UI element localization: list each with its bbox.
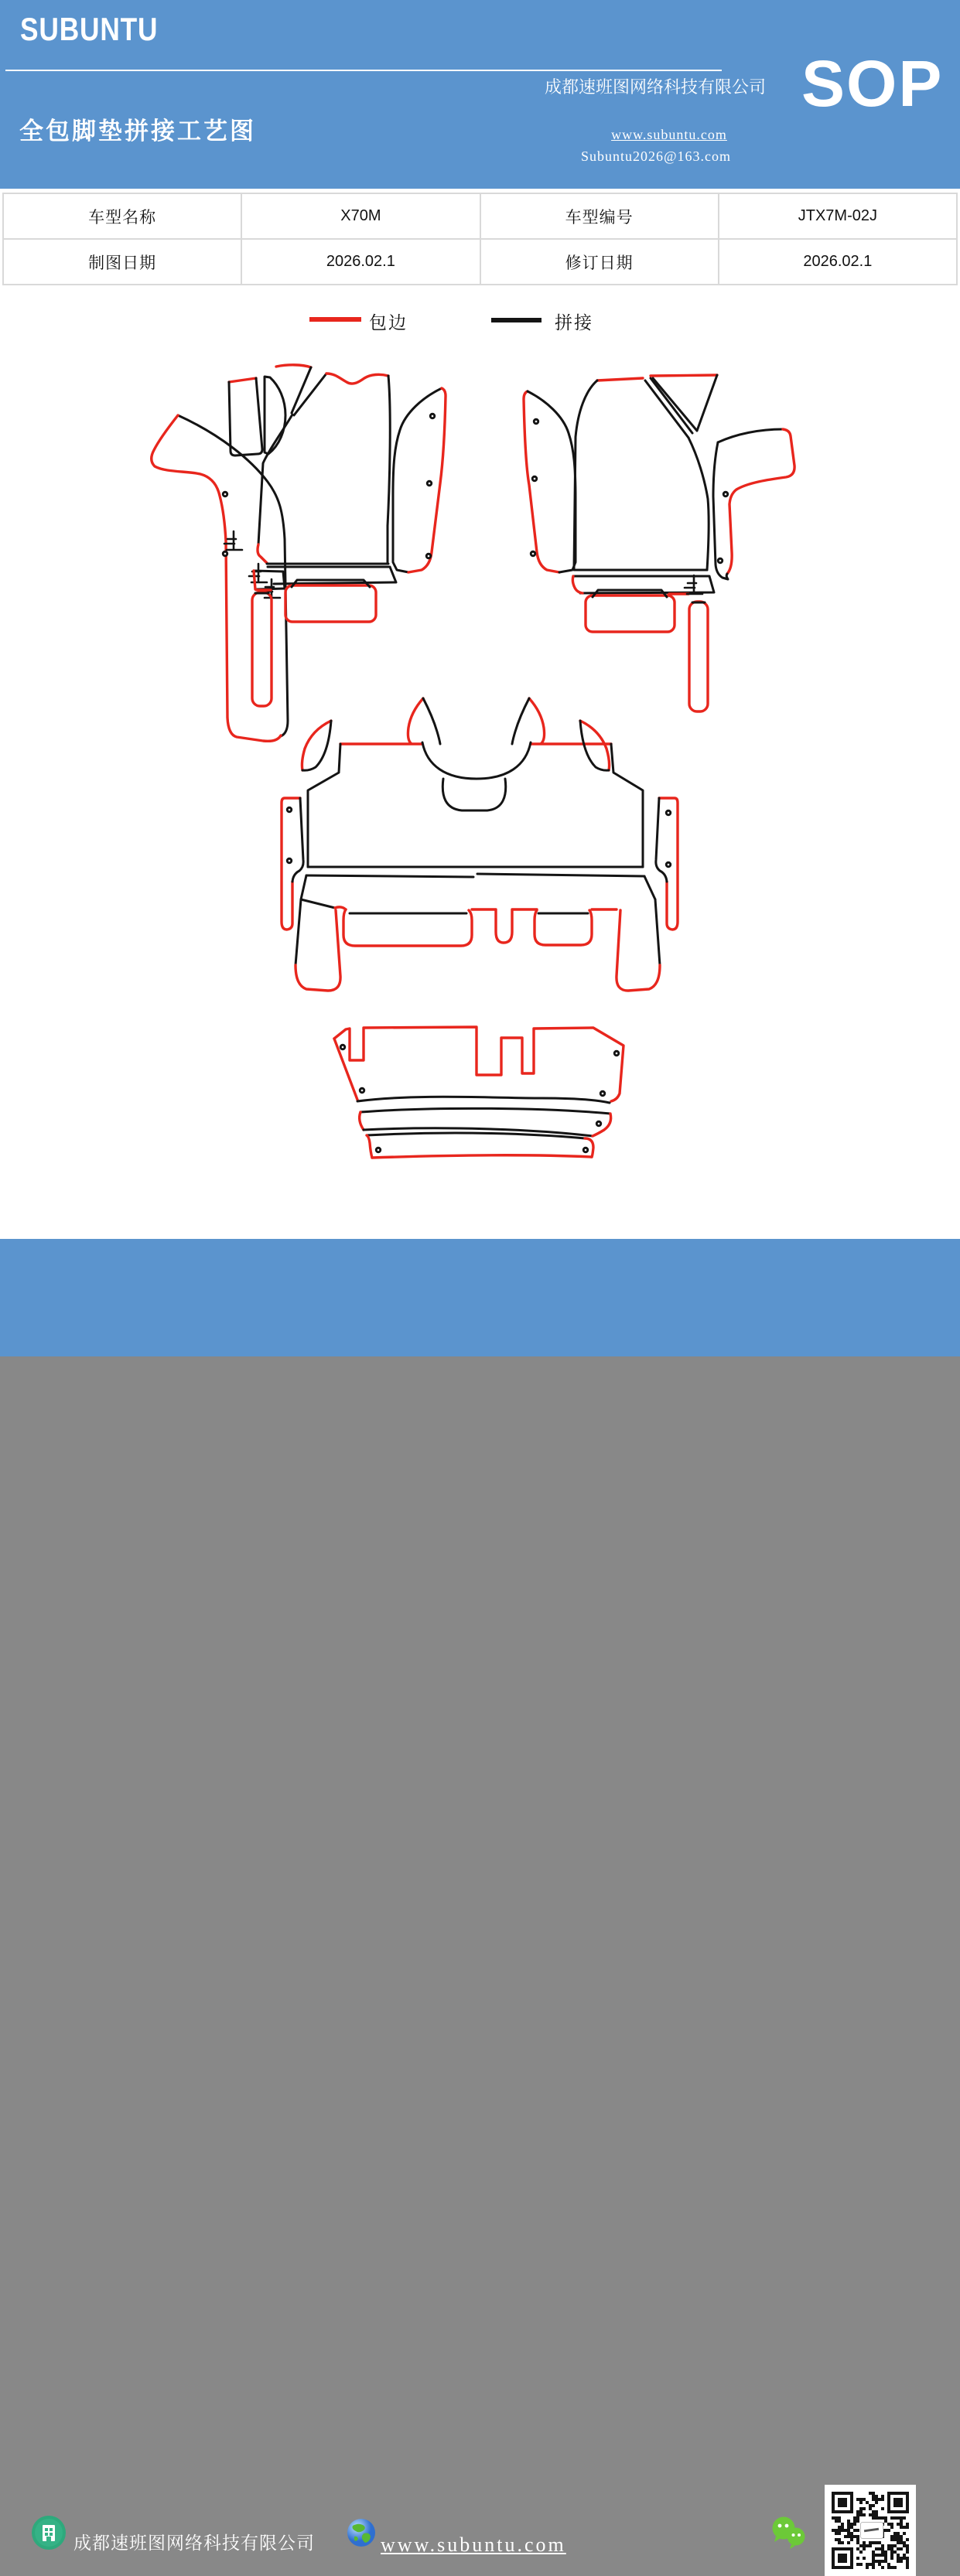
building-icon (31, 2515, 67, 2550)
legend-edge-wrap-label: 包边 (369, 313, 408, 333)
legend-splice-label: 拼接 (555, 313, 593, 333)
rear-row-mat-drawing (282, 698, 678, 991)
table-cell-model-code-value: JTX7M-02J (719, 193, 957, 239)
table-cell-revise-date-value: 2026.02.1 (719, 239, 957, 285)
front-left-mat-drawing (152, 365, 446, 742)
header-website-link[interactable]: www.subuntu.com (611, 127, 727, 142)
front-right-mat-drawing (524, 375, 794, 711)
doc-type-label: SOP (801, 47, 944, 120)
table-cell-draw-date-value: 2026.02.1 (241, 239, 480, 285)
wechat-icon (768, 2515, 810, 2552)
brand-logo: SUBUNTU (20, 11, 159, 47)
page-title: 全包脚垫拼接工艺图 (19, 118, 256, 145)
footer-band (0, 1239, 960, 2556)
qr-center-logo (860, 2522, 883, 2539)
header-email: Subuntu2026@163.com (580, 148, 732, 164)
globe-icon (347, 2518, 376, 2547)
table-cell-model-code-label: 车型编号 (480, 193, 719, 239)
table-cell-model-name-value: X70M (241, 193, 480, 239)
qr-code (825, 2485, 916, 2576)
trunk-mat-drawing (334, 1027, 623, 1158)
footer-website-link[interactable]: www.subuntu.com (381, 2533, 566, 2556)
header-company-name: 成都速班图网络科技有限公司 (544, 77, 766, 97)
footer-company-name: 成都速班图网络科技有限公司 (73, 2533, 315, 2553)
table-cell-model-name-label: 车型名称 (3, 193, 241, 239)
table-cell-draw-date-label: 制图日期 (3, 239, 241, 285)
table-cell-revise-date-label: 修订日期 (480, 239, 719, 285)
